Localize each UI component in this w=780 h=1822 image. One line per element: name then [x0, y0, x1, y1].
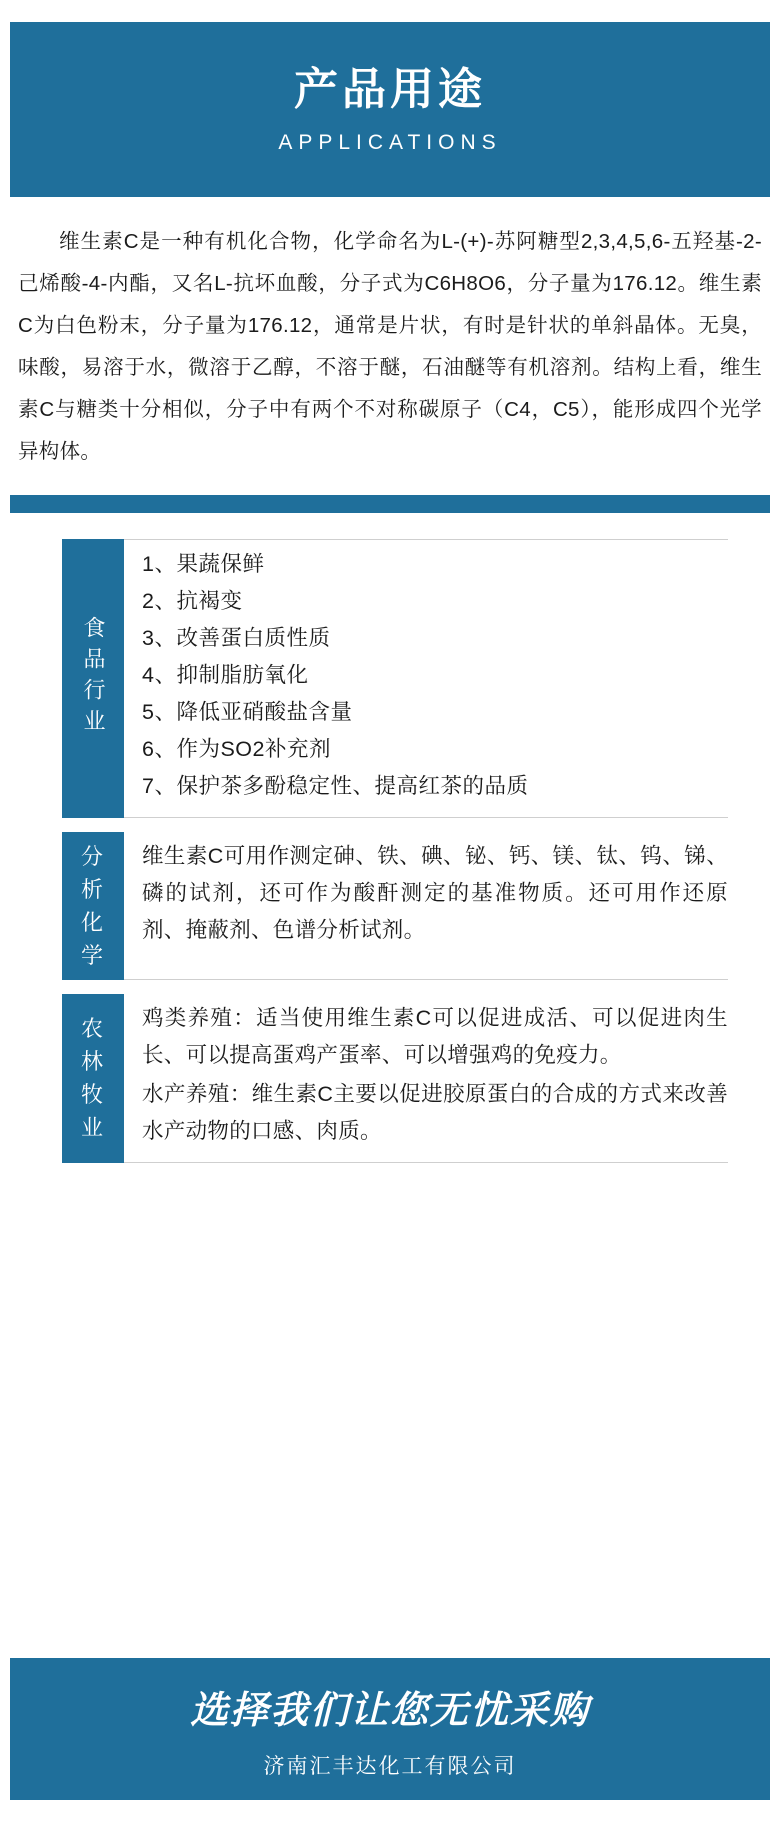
section-label-text: 分析化学: [80, 843, 105, 968]
list-item: 2、抗褐变: [142, 589, 243, 614]
section-body: [124, 539, 728, 818]
application-sections: [10, 539, 770, 1163]
section-label-text: 农林牧业: [80, 1016, 105, 1141]
page-root: [0, 22, 780, 1822]
section-agriculture-forestry-animal-husbandry: [62, 994, 728, 1163]
footer-company-name: 济南汇丰达化工有限公司: [263, 1754, 517, 1778]
section-label: [62, 994, 124, 1163]
list-item: 3、改善蛋白质性质: [142, 626, 331, 651]
section-analytical-chemistry: [62, 832, 728, 980]
intro-paragraph: 维生素C是一种有机化合物，化学命名为L-(+)-苏阿糖型2,3,4,5,6-五羟基-2-己烯酸-4-内酯，又名L-抗坏血酸，分子式为C6H8O6，分子量为176.12。维生素C为白色粉末，分子量为176.12，通常是片状，有时是针状的单斜晶体。无臭，味酸，易溶于水，微溶于乙醇，不溶于醚，石油醚等有机溶剂。结构上看，维生素C与糖类十分相似，分子中有两个不对称碳原子（C4，C5），能形成四个光学异构体。: [18, 230, 762, 464]
footer-slogan: 选择我们让您无忧采购: [189, 1689, 590, 1732]
section-label: [62, 539, 124, 818]
list-item: 6、作为SO2补充剂: [142, 736, 331, 761]
list-item: 5、降低亚硝酸盐含量: [142, 699, 353, 724]
divider-bar: [10, 495, 770, 513]
header-banner: [10, 22, 770, 197]
section-body: [124, 994, 728, 1163]
page-title: 产品用途: [294, 65, 486, 115]
list-item: 4、抑制脂肪氧化: [142, 663, 309, 687]
section-food-industry: [62, 539, 728, 818]
section-body: [124, 832, 728, 980]
list-item: 7、保护茶多酚稳定性、提高红茶的品质: [142, 773, 529, 798]
footer-banner: [10, 1658, 770, 1800]
section-label-text: 食品行业: [81, 616, 106, 741]
section-paragraph: 维生素C可用作测定砷、铁、碘、铋、钙、镁、钛、钨、锑、磷的试剂，还可作为酸酐测定的基准物质。还可用作还原剂、掩蔽剂、色谱分析试剂。: [142, 843, 728, 942]
section-paragraph: 水产养殖：维生素C主要以促进胶原蛋白的合成的方式来改善水产动物的口感、肉质。: [142, 1081, 728, 1143]
section-paragraph: 鸡类养殖：适当使用维生素C可以促进成活、可以促进肉生长、可以提高蛋鸡产蛋率、可以增强鸡的免疫力。: [142, 1005, 728, 1067]
section-label: [62, 832, 124, 980]
page-subtitle: APPLICATIONS: [278, 130, 502, 154]
list-item: 1、果蔬保鲜: [142, 552, 265, 577]
